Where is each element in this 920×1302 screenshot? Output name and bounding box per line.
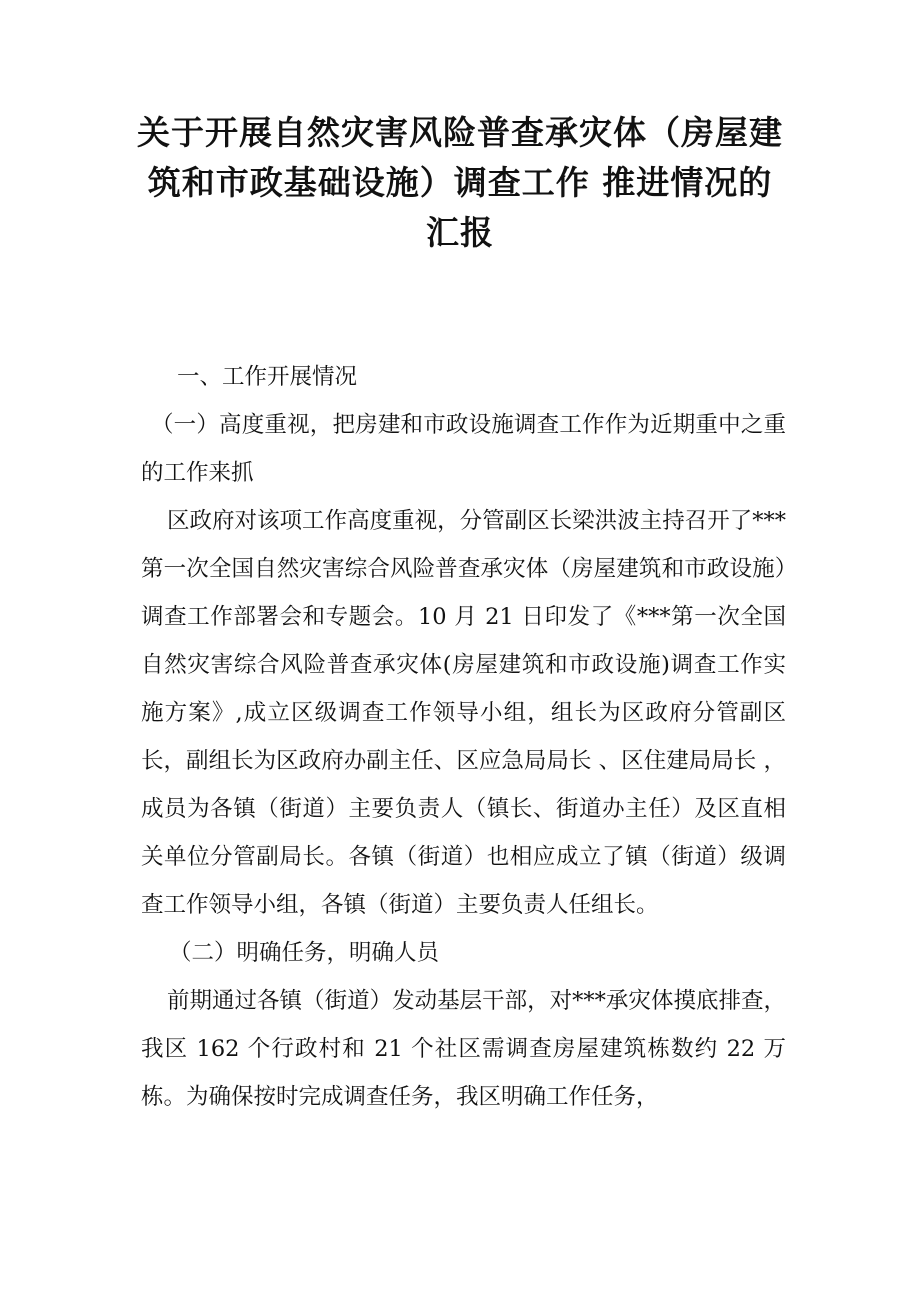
subsection-heading: （二）明确任务，明确人员 [169, 940, 440, 966]
title-line-1: 关于开展自然灾害风险普查承灾体（房屋建 [137, 113, 783, 152]
section-heading: 一、工作开展情况 [177, 364, 358, 390]
body-paragraph: 区政府对该项工作高度重视，分管副区长梁洪波主持召开了***第一次全国自然灾害综合风险普查承灾体（房屋建筑和市政设施）调查工作部署会和专题会。10 月 21 日印发了《***第一次全国自然灾害综合风险普查承灾体(房屋建筑和市政设施)调查工作实施方案》,成立区级调查工作领导小组，组长为区政府分管副区长，副组长为区政府办副主任、区应急局局长 、区住建局局长 ，成员为各镇（街道）主要负责人（镇长、街道办主任）及区直相关单位分管副局长。各镇（街道）也相应成立了镇（街道）级调查工作领导小组，各镇（街道）主要负责人任组长。 [141, 508, 786, 918]
document-title [130, 108, 790, 258]
subsection-heading: （一）高度重视，把房建和市政设施调查工作作为近期重中之重的工作来抓 [141, 412, 786, 486]
title-line-3: 汇报 [426, 213, 494, 252]
title-line-2: 筑和市政基础设施）调查工作 推进情况的 [147, 163, 773, 202]
body-paragraph: 前期通过各镇（街道）发动基层干部，对***承灾体摸底排查，我区 162 个行政村和 21 个社区需调查房屋建筑栋数约 22 万栋。为确保按时完成调查任务，我区明确工作任务， [141, 988, 786, 1110]
document-body [141, 353, 786, 1121]
